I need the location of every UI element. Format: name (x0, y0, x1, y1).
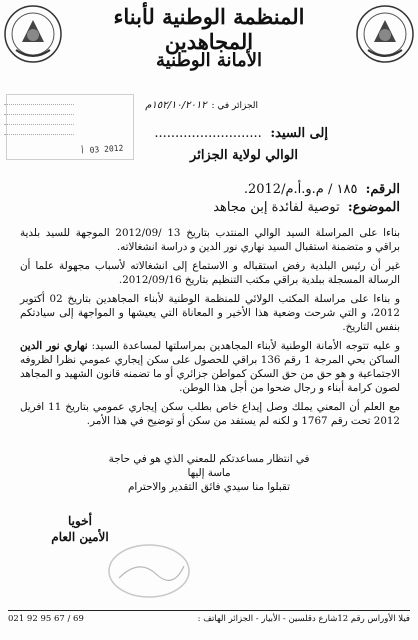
stamp-lines (4, 96, 74, 136)
reference-label: الرقم: (365, 182, 400, 197)
subject-line (213, 200, 400, 215)
subject-value: توصية لفائدة إبن مجاهد (213, 200, 340, 215)
body-paragraph (20, 339, 400, 395)
footer-phone: 021 92 95 67 / 69 (8, 614, 84, 624)
closing (100, 452, 318, 494)
organization-seal-right (354, 2, 416, 70)
beneficiary-name: نهاري نور الدين (20, 340, 88, 352)
to-label: إلى السيد: (270, 126, 328, 141)
signature-stamp (104, 540, 194, 602)
organization-title: المنظمة الوطنية لأبناء المجاهدين (113, 4, 305, 54)
footer (8, 614, 410, 624)
body-paragraph: غير أن رئيس البلدية رفض استقباله و الاستماع إلى انشغالاته لأسباب مجهولة علما أن الرسالة المسجلة ببلدية براقي مكتب التنظيم بتاريخ 2012/09/16. (20, 260, 400, 286)
body-paragraph: و بناءا على مراسلة المكتب الولائي للمنظمة الوطنية لأبناء المجاهدين بتاريخ 02 أكتوبر 2012، و التي شرحت وضعية هذا الأخير و المعاناة التي يعيشها و المواجهة إلى سيادتكم بنفس التاريخ. (20, 293, 400, 333)
letter-body (20, 226, 400, 433)
closing-line: في انتظار مساعدتكم للمعني الذي هو في حاجة ماسة إليها (108, 453, 310, 479)
body-paragraph-text: الساكن بحي المرجة 1 رقم 136 براقي للحصول على سكن إيجاري عمومي نظرا لظروفه الاجتماعية و هو حق من حق السكن كمواطن جزائري أو ما تضمنه قانون الشهيد و المجاهد لصون كرامة أبناء و رجال ضحوا من أجل هذا الوطن. (20, 354, 401, 394)
handwritten-date: ١٥٢/١٠/٢٠١٢م (145, 100, 207, 111)
date-label: الجزائر في : (211, 101, 258, 111)
reference-number (244, 182, 400, 197)
reference-value: ١٨٥ / م.و.أ.م/2012. (243, 182, 358, 197)
signature-salutation: أخويا (68, 514, 92, 528)
date-line (145, 100, 258, 111)
closing-line: تقبلوا منا سيدي فائق التقدير والاحترام (128, 481, 290, 493)
body-paragraph: مع العلم أن المعني يملك وصل إيداع خاص بطلب سكن إيجاري عمومي بتاريخ 11 افريل 2012 تحت رقم 1767 و لكنه لم يستفد من سكن أو توضيح في هذا الأمر. (20, 401, 400, 427)
addressee-name: الوالي لولاية الجزائر (190, 148, 298, 163)
signature-title: الأمين العام (51, 530, 109, 544)
to-dots: .......................... (154, 126, 262, 141)
body-paragraph-text: و عليه تتوجه الأمانة الوطنية لأبناء المجاهدين بمراسلتها لمساعدة السيد: (91, 340, 400, 352)
addressee-line (154, 126, 328, 141)
organization-subtitle: الأمانة الوطنية (156, 50, 262, 71)
footer-address: فيلا الأوراس رقم 12شارع دقلسين - الأبيار - الجزائر الهاتف : (197, 614, 410, 624)
organization-seal-left (2, 2, 64, 70)
subject-label: الموضوع: (347, 200, 400, 215)
body-paragraph: بناءا على المراسلة السيد الوالي المنتدب بتاريخ 13 /2012/09 الموجهة للسيد بلدية براقي و متضمنة استقبال السيد نهاري نور الدين و دراسة انشغالاته. (20, 227, 400, 253)
footer-divider (8, 610, 410, 611)
stamp-received-date: 2012 03 أ (79, 143, 124, 156)
